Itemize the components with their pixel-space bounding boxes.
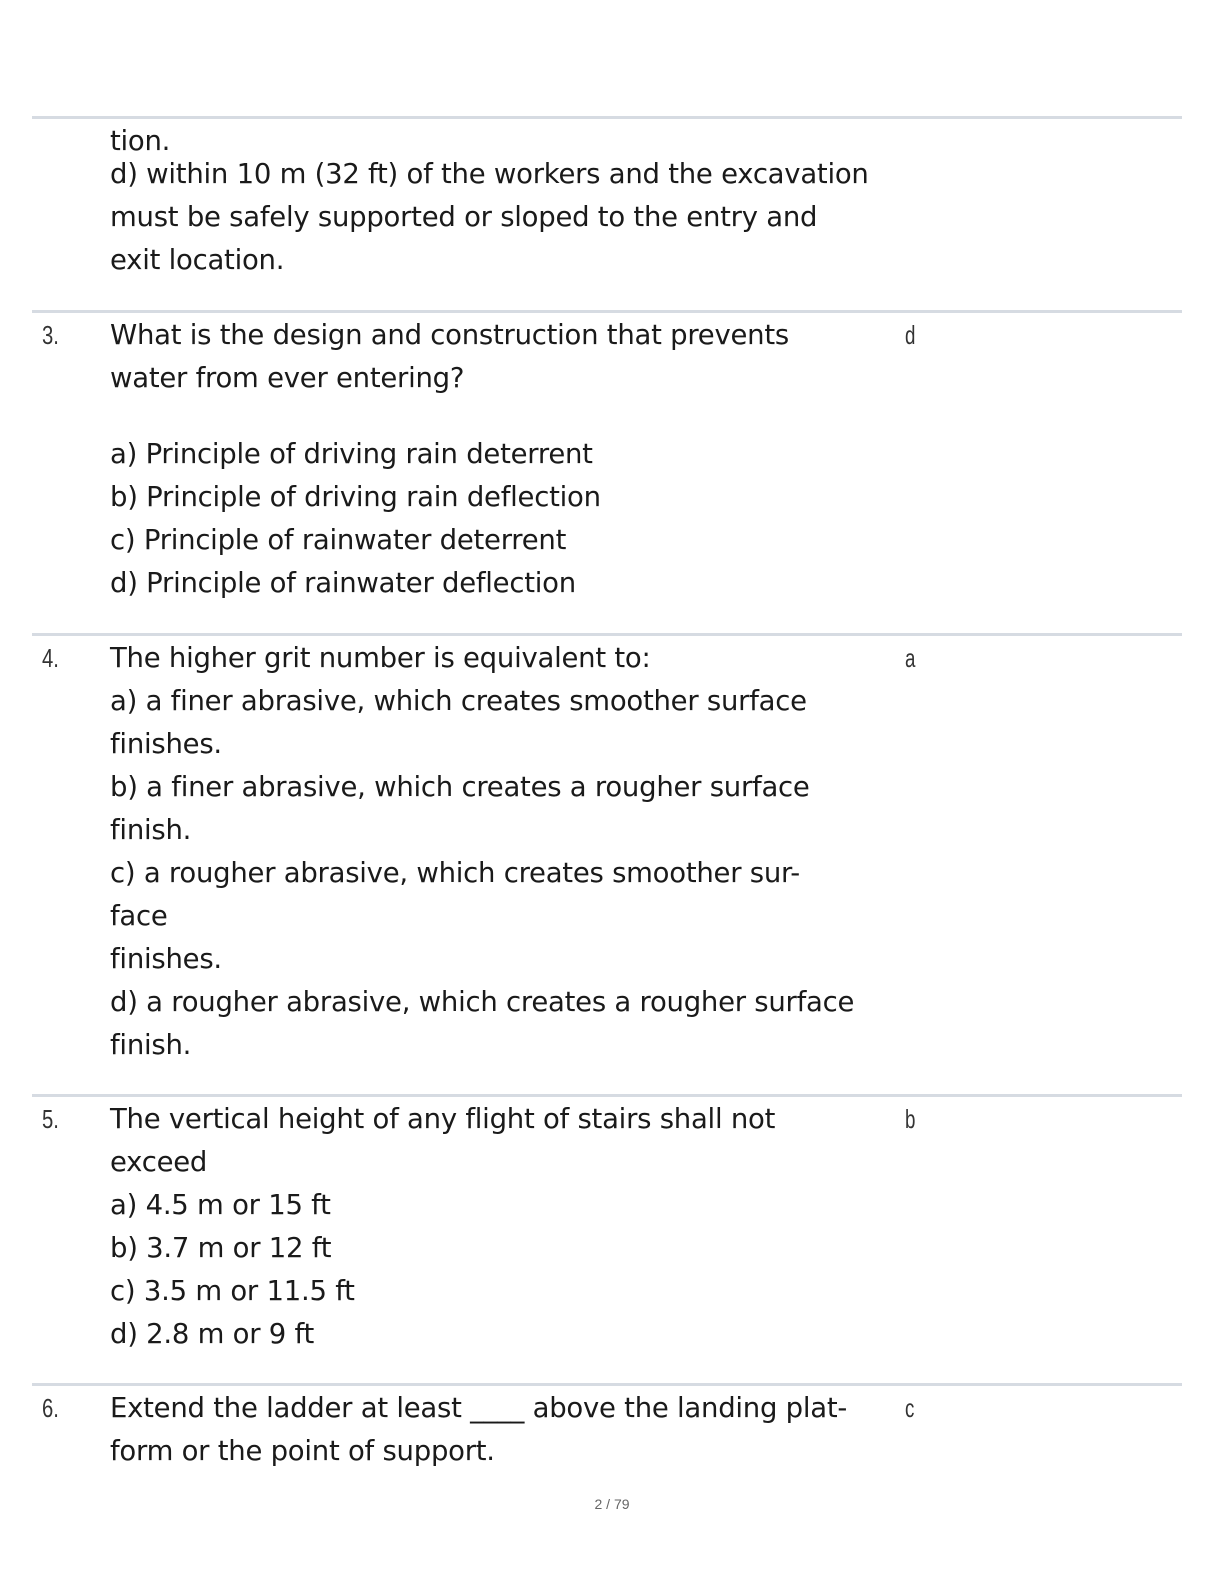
question-text xyxy=(110,314,910,605)
option-line: a) 4.5 m or 15 ft xyxy=(110,1189,331,1221)
question-number: 4. xyxy=(42,643,59,673)
option-line: d) 2.8 m or 9 ft xyxy=(110,1318,315,1350)
option-line: c) a rougher abrasive, which creates smoother sur- xyxy=(110,857,800,889)
separator-top xyxy=(32,116,1182,119)
text-line: tion. xyxy=(110,125,171,157)
question-line: Extend the ladder at least ____ above the landing plat- xyxy=(110,1392,848,1424)
text-line: must be safely supported or sloped to the entry and xyxy=(110,201,818,233)
option-line: a) Principle of driving rain deterrent xyxy=(110,438,593,470)
question-number: 5. xyxy=(42,1104,59,1134)
option-line: b) 3.7 m or 12 ft xyxy=(110,1232,332,1264)
continuation-text xyxy=(110,120,910,282)
text-line: d) within 10 m (32 ft) of the workers and the excavation xyxy=(110,158,869,190)
question-line: The vertical height of any flight of stairs shall not xyxy=(110,1103,776,1135)
question-text xyxy=(110,1387,910,1473)
option-line: finish. xyxy=(110,814,192,846)
option-line: finish. xyxy=(110,1029,192,1061)
answer-letter: d xyxy=(905,320,916,350)
separator-before-q5 xyxy=(32,1094,1182,1097)
option-line: finishes. xyxy=(110,728,222,760)
separator-before-q6 xyxy=(32,1383,1182,1386)
spacer xyxy=(110,400,910,433)
option-line: finishes. xyxy=(110,943,222,975)
question-number: 6. xyxy=(42,1393,59,1423)
question-text xyxy=(110,637,910,1067)
option-line: b) Principle of driving rain deflection xyxy=(110,481,601,513)
option-line: b) a finer abrasive, which creates a rougher surface xyxy=(110,771,810,803)
option-line: d) Principle of rainwater deflection xyxy=(110,567,576,599)
question-line: form or the point of support. xyxy=(110,1435,495,1467)
separator-before-q4 xyxy=(32,633,1182,636)
question-number: 3. xyxy=(42,320,59,350)
option-line: a) a finer abrasive, which creates smoother surface xyxy=(110,685,807,717)
question-line: What is the design and construction that prevents xyxy=(110,319,789,351)
answer-letter: a xyxy=(905,643,916,673)
text-line: exit location. xyxy=(110,244,285,276)
option-line: c) Principle of rainwater deterrent xyxy=(110,524,567,556)
question-line: The higher grit number is equivalent to: xyxy=(110,642,651,674)
page-indicator: 2 / 79 xyxy=(594,1496,630,1512)
answer-letter: c xyxy=(905,1393,915,1423)
separator-before-q3 xyxy=(32,310,1182,313)
option-line: face xyxy=(110,900,168,932)
answer-letter: b xyxy=(905,1104,916,1134)
option-line: c) 3.5 m or 11.5 ft xyxy=(110,1275,355,1307)
question-line: water from ever entering? xyxy=(110,362,465,394)
option-line: d) a rougher abrasive, which creates a rougher surface xyxy=(110,986,855,1018)
question-text xyxy=(110,1098,910,1356)
question-line: exceed xyxy=(110,1146,208,1178)
